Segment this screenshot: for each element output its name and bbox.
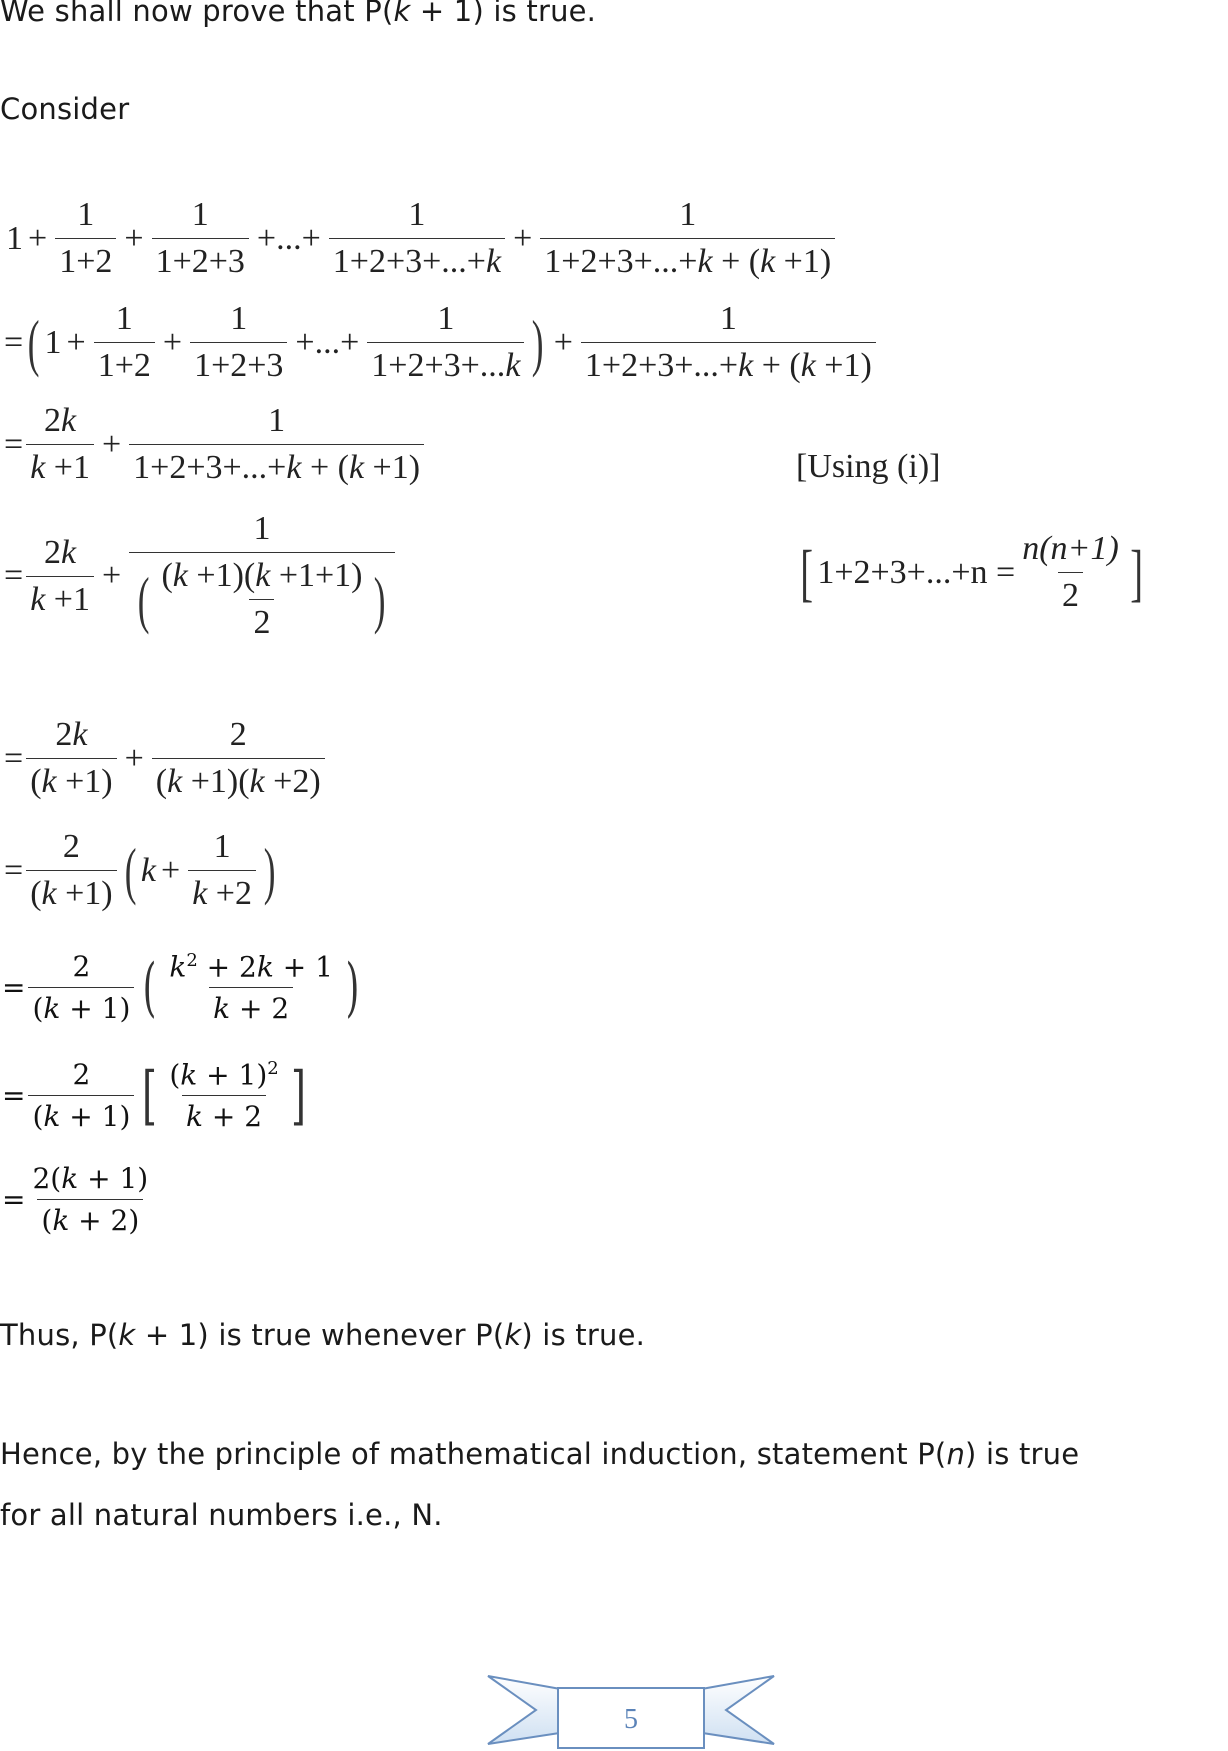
thus-var-k2: k xyxy=(504,1318,522,1352)
thus-var-k1: k xyxy=(118,1318,136,1352)
equation-line-3: = $\frac{2k}{k +1}$ + $\frac{1}{1+2+3+...+k + (k +1)}$ xyxy=(4,402,427,487)
sum-formula-note: [ 1+2+3+...+n = $\frac{n(n+1)}{2}$ ] xyxy=(800,530,1143,614)
hence-line-1 xyxy=(0,1437,1079,1472)
hence-var-n: n xyxy=(946,1437,966,1471)
equation-line-9: = $\frac{2(k + 1)}{(k + 2)}$ xyxy=(2,1162,149,1237)
equation-line-6: = $\frac{2}{(k +1)}$ ( k + $\frac{1}{k +2}$ ) xyxy=(4,828,276,912)
equation-line-5: = $\frac{2k}{(k +1)}$ + $\frac{2}{(k +1)(k +2)}$ xyxy=(4,716,328,801)
sum-formula-num: n(n+1) xyxy=(1022,530,1119,567)
sum-formula-den: 2 xyxy=(1058,572,1083,615)
hence-line-2: for all natural numbers i.e., N. xyxy=(0,1498,443,1532)
equation-line-8: = $\frac{2}{(k + 1)}$ [ $\frac{(k + 1)^2}{k + 2}$ ] xyxy=(2,1058,306,1134)
consider-line: Consider xyxy=(0,92,130,126)
ribbon-left-icon xyxy=(488,1676,566,1744)
intro-text-a: We shall now prove that P( xyxy=(0,0,394,28)
page-number: 5 xyxy=(624,1704,638,1735)
thus-text-c: ) is true. xyxy=(521,1318,646,1352)
intro-text-b: + 1) is true. xyxy=(410,0,597,28)
equation-line-1: 1 + $\frac{1}{1+2}$ + $\frac{1}{1+2+3}$ +...+ $\frac{1}{1+2+3+...+k}$ + $\frac{1}{1+2+3+...+k + (k +1)}$ xyxy=(6,196,838,281)
thus-text-b: + 1) is true whenever P( xyxy=(135,1318,505,1352)
equation-line-7: = $\frac{2}{(k + 1)}$ ( $\frac{k^2 + 2k + 1}{k + 2}$ ) xyxy=(2,950,360,1026)
thus-text-a: Thus, P( xyxy=(0,1318,119,1352)
sum-formula-left: 1+2+3+...+n = xyxy=(817,553,1016,591)
hence-text-a: Hence, by the principle of mathematical induction, statement P( xyxy=(0,1437,947,1471)
hence-text-b: ) is true xyxy=(965,1437,1080,1471)
equation-line-2: = ( 1 + $\frac{1}{1+2}$ + $\frac{1}{1+2+3}$ +...+ $\frac{1}{1+2+3+...k}$ ) + $\frac{1}{1+2+3+...+k + (k +1)}$ xyxy=(4,300,879,385)
equation-line-4: = $\frac{2k}{k +1}$ + 1 ( $\frac{(k +1)(k +1+1)}{2}$ ) xyxy=(4,510,398,642)
intro-var-k: k xyxy=(393,0,411,28)
using-note: [Using (i)] xyxy=(796,448,941,485)
ribbon-right-icon xyxy=(696,1676,774,1744)
page-number-ornament xyxy=(486,1670,776,1750)
intro-line xyxy=(0,0,596,29)
thus-line xyxy=(0,1318,645,1353)
